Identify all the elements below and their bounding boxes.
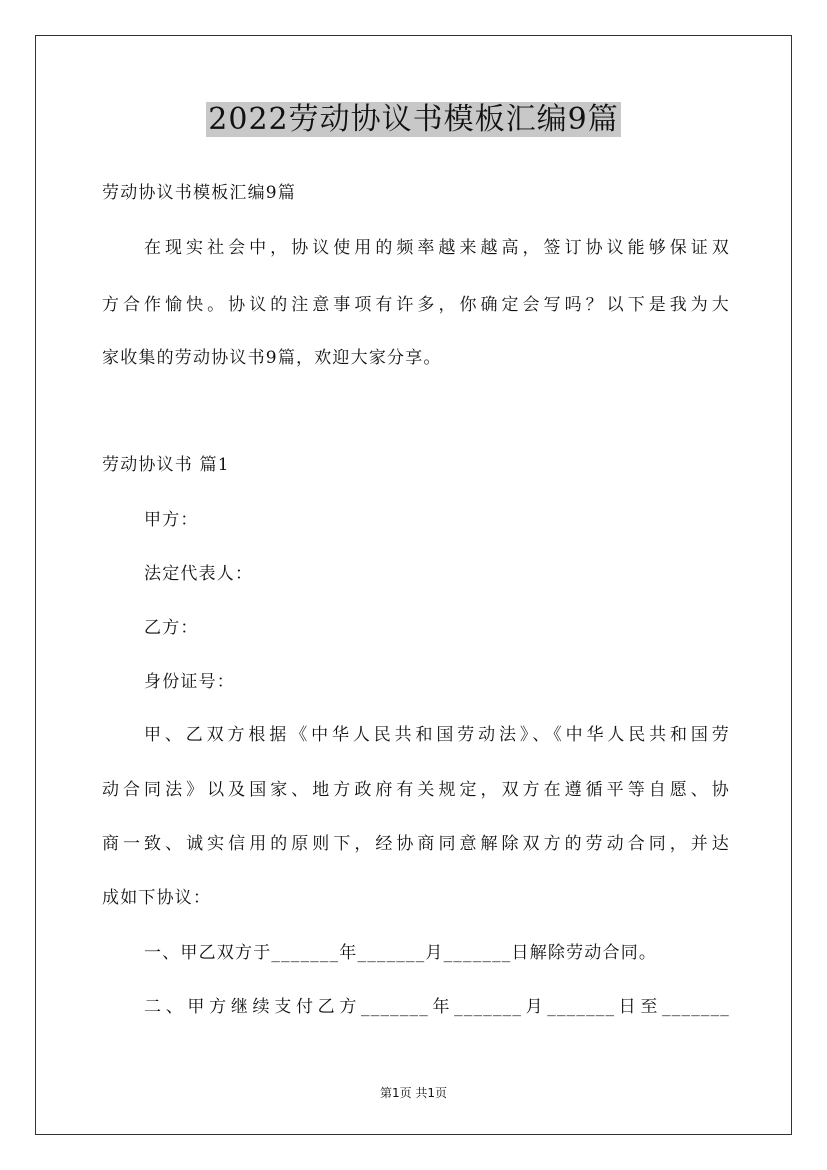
document-subtitle: 劳动协议书模板汇编9篇: [102, 183, 297, 203]
body-line-3: 商一致、诚实信用的原则下，经协商同意解除双方的劳动合同，并达: [102, 834, 730, 854]
page-footer: 第1页 共1页: [379, 1086, 448, 1100]
body-line-4: 成如下协议：: [102, 888, 212, 908]
intro-line-1: 在现实社会中，协议使用的频率越来越高，签订协议能够保证双: [144, 238, 730, 258]
document-title-text: 2022劳动协议书模板汇编9篇: [208, 102, 619, 137]
document-title: [0, 100, 827, 140]
field-party-b: 乙方：: [144, 618, 199, 638]
field-id-number: 身份证号：: [144, 672, 235, 692]
field-party-a: 甲方：: [144, 510, 199, 530]
clause-1: 一、甲乙双方于_______年_______月_______日解除劳动合同。: [144, 943, 658, 963]
body-line-2: 动合同法》以及国家、地方政府有关规定，双方在遵循平等自愿、协: [102, 780, 730, 800]
intro-line-2: 方合作愉快。协议的注意事项有许多，你确定会写吗？以下是我为大: [102, 295, 730, 315]
clause-2: 二、甲方继续支付乙方_______年_______月_______日至_______: [144, 997, 730, 1017]
field-legal-representative: 法定代表人：: [144, 564, 254, 584]
intro-line-3: 家收集的劳动协议书9篇，欢迎大家分享。: [102, 348, 442, 368]
section-heading: 劳动协议书 篇1: [102, 455, 230, 475]
body-line-1: 甲、乙双方根据《中华人民共和国劳动法》、《中华人民共和国劳: [144, 725, 730, 745]
